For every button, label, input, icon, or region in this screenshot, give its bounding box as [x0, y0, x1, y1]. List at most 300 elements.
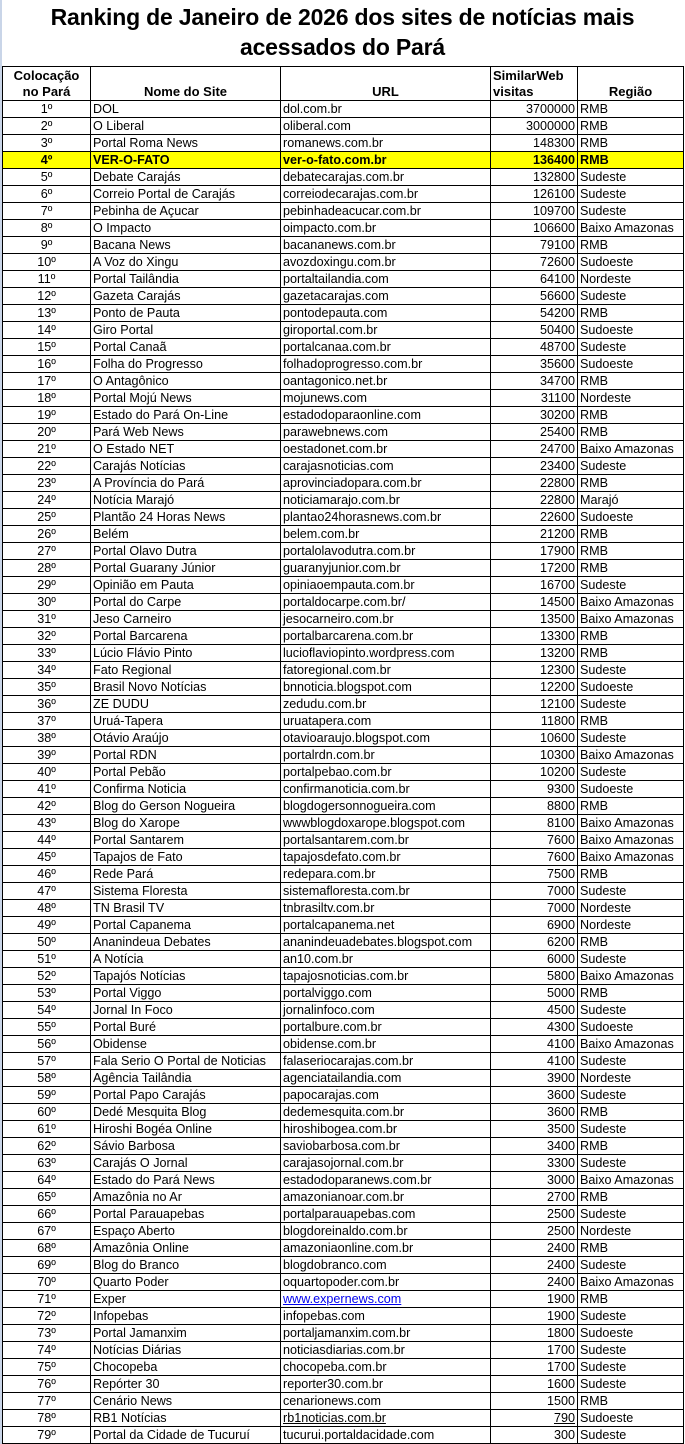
- cell-url: agenciatailandia.com: [281, 1070, 491, 1087]
- cell-site-name: Belém: [91, 526, 281, 543]
- cell-visits: 16700: [491, 577, 578, 594]
- cell-region: RMB: [578, 934, 684, 951]
- table-row: [3, 798, 684, 815]
- cell-rank: 68º: [3, 1240, 91, 1257]
- cell-region: Sudeste: [578, 203, 684, 220]
- cell-site-name: Portal Tailândia: [91, 271, 281, 288]
- cell-site-name: Portal Guarany Júnior: [91, 560, 281, 577]
- cell-region: Baixo Amazonas: [578, 1172, 684, 1189]
- cell-region: RMB: [578, 543, 684, 560]
- cell-url: blogdogersonnogueira.com: [281, 798, 491, 815]
- table-row: [3, 577, 684, 594]
- cell-url: portalrdn.com.br: [281, 747, 491, 764]
- cell-rank: 79º: [3, 1427, 91, 1444]
- cell-url: reporter30.com.br: [281, 1376, 491, 1393]
- cell-visits: 3000000: [491, 118, 578, 135]
- cell-visits: 22800: [491, 475, 578, 492]
- cell-region: Sudeste: [578, 577, 684, 594]
- cell-visits: 2400: [491, 1257, 578, 1274]
- cell-visits: 17200: [491, 560, 578, 577]
- table-row: [3, 1376, 684, 1393]
- cell-url: wwwblogdoxarope.blogspot.com: [281, 815, 491, 832]
- cell-visits: 300: [491, 1427, 578, 1444]
- cell-site-name: A Voz do Xingu: [91, 254, 281, 271]
- cell-url: uruatapera.com: [281, 713, 491, 730]
- cell-site-name: Gazeta Carajás: [91, 288, 281, 305]
- table-row: [3, 1427, 684, 1444]
- cell-url: infopebas.com: [281, 1308, 491, 1325]
- cell-site-name: Amazônia Online: [91, 1240, 281, 1257]
- cell-region: Sudoeste: [578, 679, 684, 696]
- cell-rank: 24º: [3, 492, 91, 509]
- cell-site-name: Ananindeua Debates: [91, 934, 281, 951]
- table-row: [3, 1104, 684, 1121]
- cell-region: Sudeste: [578, 1206, 684, 1223]
- cell-visits: 7600: [491, 849, 578, 866]
- cell-region: RMB: [578, 798, 684, 815]
- cell-visits: 48700: [491, 339, 578, 356]
- cell-visits: 24700: [491, 441, 578, 458]
- cell-visits: 3900: [491, 1070, 578, 1087]
- table-row: [3, 1019, 684, 1036]
- cell-site-name: Pebinha de Açucar: [91, 203, 281, 220]
- cell-rank: 23º: [3, 475, 91, 492]
- cell-url: cenarionews.com: [281, 1393, 491, 1410]
- cell-site-name: Estado do Pará News: [91, 1172, 281, 1189]
- cell-site-name: Portal Pebão: [91, 764, 281, 781]
- table-row: [3, 696, 684, 713]
- cell-rank: 56º: [3, 1036, 91, 1053]
- cell-url: gazetacarajas.com: [281, 288, 491, 305]
- cell-region: Sudeste: [578, 169, 684, 186]
- cell-visits: [491, 1410, 578, 1427]
- cell-rank: 51º: [3, 951, 91, 968]
- cell-rank: 74º: [3, 1342, 91, 1359]
- cell-region: RMB: [578, 560, 684, 577]
- cell-site-name: Tapajós Notícias: [91, 968, 281, 985]
- cell-url: portaljamanxim.com.br: [281, 1325, 491, 1342]
- cell-site-name: Notícia Marajó: [91, 492, 281, 509]
- cell-visits: 1700: [491, 1342, 578, 1359]
- header-row: [3, 67, 684, 101]
- cell-rank: 10º: [3, 254, 91, 271]
- cell-visits: 4100: [491, 1036, 578, 1053]
- cell-region: Sudeste: [578, 662, 684, 679]
- cell-rank: 70º: [3, 1274, 91, 1291]
- table-row: [3, 1053, 684, 1070]
- column-header-url: URL: [281, 67, 491, 101]
- cell-region: RMB: [578, 101, 684, 118]
- cell-site-name: Repórter 30: [91, 1376, 281, 1393]
- cell-visits: 5800: [491, 968, 578, 985]
- table-row: [3, 271, 684, 288]
- cell-url: pontodepauta.com: [281, 305, 491, 322]
- table-row: [3, 186, 684, 203]
- table-row: [3, 254, 684, 271]
- cell-site-name: Giro Portal: [91, 322, 281, 339]
- cell-rank: 41º: [3, 781, 91, 798]
- cell-rank: 33º: [3, 645, 91, 662]
- table-row: [3, 492, 684, 509]
- cell-region: RMB: [578, 1104, 684, 1121]
- cell-site-name: Portal da Cidade de Tucuruí: [91, 1427, 281, 1444]
- cell-url: correiodecarajas.com.br: [281, 186, 491, 203]
- table-row: [3, 1240, 684, 1257]
- cell-region: Sudeste: [578, 1053, 684, 1070]
- cell-visits: 6200: [491, 934, 578, 951]
- cell-rank: 65º: [3, 1189, 91, 1206]
- table-row: [3, 1359, 684, 1376]
- cell-site-name: Correio Portal de Carajás: [91, 186, 281, 203]
- cell-site-name: Tapajos de Fato: [91, 849, 281, 866]
- cell-rank: 29º: [3, 577, 91, 594]
- table-row: [3, 1325, 684, 1342]
- cell-rank: 28º: [3, 560, 91, 577]
- cell-rank: 39º: [3, 747, 91, 764]
- cell-site-name: Infopebas: [91, 1308, 281, 1325]
- cell-visits: 7000: [491, 883, 578, 900]
- cell-rank: 73º: [3, 1325, 91, 1342]
- table-row: [3, 1138, 684, 1155]
- cell-visits: 2400: [491, 1274, 578, 1291]
- cell-visits: 1700: [491, 1359, 578, 1376]
- cell-visits: 22800: [491, 492, 578, 509]
- cell-rank: 9º: [3, 237, 91, 254]
- cell-url: debatecarajas.com.br: [281, 169, 491, 186]
- cell-visits: 3600: [491, 1087, 578, 1104]
- cell-rank: 40º: [3, 764, 91, 781]
- cell-site-name: Portal Parauapebas: [91, 1206, 281, 1223]
- cell-rank: 38º: [3, 730, 91, 747]
- cell-region: Sudoeste: [578, 509, 684, 526]
- table-row: [3, 424, 684, 441]
- cell-region: Nordeste: [578, 917, 684, 934]
- cell-url: romanews.com.br: [281, 135, 491, 152]
- cell-rank: 26º: [3, 526, 91, 543]
- cell-rank: 5º: [3, 169, 91, 186]
- cell-site-name: Debate Carajás: [91, 169, 281, 186]
- cell-url: ver-o-fato.com.br: [281, 152, 491, 169]
- table-row: [3, 747, 684, 764]
- table-row: [3, 849, 684, 866]
- cell-visits: 106600: [491, 220, 578, 237]
- table-row: [3, 118, 684, 135]
- cell-site-name: Portal RDN: [91, 747, 281, 764]
- cell-region: Sudeste: [578, 1002, 684, 1019]
- cell-url: oestadonet.com.br: [281, 441, 491, 458]
- table-row: [3, 781, 684, 798]
- cell-site-name: Quarto Poder: [91, 1274, 281, 1291]
- cell-url: blogdoreinaldo.com.br: [281, 1223, 491, 1240]
- cell-rank: 59º: [3, 1087, 91, 1104]
- table-row: [3, 1155, 684, 1172]
- cell-site-name: Folha do Progresso: [91, 356, 281, 373]
- cell-url: papocarajas.com: [281, 1087, 491, 1104]
- cell-visits: 3700000: [491, 101, 578, 118]
- cell-url: amazoniaonline.com.br: [281, 1240, 491, 1257]
- cell-region: Baixo Amazonas: [578, 968, 684, 985]
- cell-visits: 1800: [491, 1325, 578, 1342]
- table-row: [3, 560, 684, 577]
- cell-visits: 64100: [491, 271, 578, 288]
- cell-visits: 6900: [491, 917, 578, 934]
- cell-site-name: Blog do Branco: [91, 1257, 281, 1274]
- cell-site-name: Portal Mojú News: [91, 390, 281, 407]
- cell-visits: 126100: [491, 186, 578, 203]
- cell-region: Sudeste: [578, 1359, 684, 1376]
- cell-rank: 25º: [3, 509, 91, 526]
- cell-url: [281, 1291, 491, 1308]
- cell-visits: 9300: [491, 781, 578, 798]
- cell-rank: 8º: [3, 220, 91, 237]
- cell-site-name: Carajás O Jornal: [91, 1155, 281, 1172]
- cell-site-name: Portal Capanema: [91, 917, 281, 934]
- cell-url: chocopeba.com.br: [281, 1359, 491, 1376]
- table-row: [3, 985, 684, 1002]
- table-row: [3, 458, 684, 475]
- cell-rank: 64º: [3, 1172, 91, 1189]
- cell-url: portalpebao.com.br: [281, 764, 491, 781]
- table-row: [3, 866, 684, 883]
- cell-rank: 58º: [3, 1070, 91, 1087]
- cell-region: RMB: [578, 407, 684, 424]
- cell-site-name: Confirma Noticia: [91, 781, 281, 798]
- cell-visits: 136400: [491, 152, 578, 169]
- cell-rank: 48º: [3, 900, 91, 917]
- cell-url: dol.com.br: [281, 101, 491, 118]
- cell-site-name: O Estado NET: [91, 441, 281, 458]
- cell-visits: 21200: [491, 526, 578, 543]
- cell-rank: 45º: [3, 849, 91, 866]
- cell-url: bnnoticia.blogspot.com: [281, 679, 491, 696]
- cell-rank: 3º: [3, 135, 91, 152]
- cell-visits: 12300: [491, 662, 578, 679]
- cell-site-name: Fato Regional: [91, 662, 281, 679]
- cell-site-name: A Província do Pará: [91, 475, 281, 492]
- cell-region: Baixo Amazonas: [578, 220, 684, 237]
- cell-visits: 132800: [491, 169, 578, 186]
- cell-rank: 52º: [3, 968, 91, 985]
- cell-site-name: VER-O-FATO: [91, 152, 281, 169]
- table-row-highlighted: [3, 152, 684, 169]
- cell-url: hiroshibogea.com.br: [281, 1121, 491, 1138]
- cell-visits: 3500: [491, 1121, 578, 1138]
- table-row: [3, 1172, 684, 1189]
- cell-rank: 14º: [3, 322, 91, 339]
- cell-url: folhadoprogresso.com.br: [281, 356, 491, 373]
- cell-region: RMB: [578, 526, 684, 543]
- cell-visits: 30200: [491, 407, 578, 424]
- table-row: [3, 373, 684, 390]
- cell-site-name: Portal Buré: [91, 1019, 281, 1036]
- cell-visits: 13200: [491, 645, 578, 662]
- cell-site-name: Pará Web News: [91, 424, 281, 441]
- cell-visits: 8800: [491, 798, 578, 815]
- cell-url: tapajosdefato.com.br: [281, 849, 491, 866]
- cell-visits: 23400: [491, 458, 578, 475]
- table-row: [3, 390, 684, 407]
- cell-url: obidense.com.br: [281, 1036, 491, 1053]
- cell-site-name: Hiroshi Bogéa Online: [91, 1121, 281, 1138]
- cell-site-name: Opinião em Pauta: [91, 577, 281, 594]
- cell-rank: 61º: [3, 1121, 91, 1138]
- cell-url: oliberal.com: [281, 118, 491, 135]
- table-row: [3, 526, 684, 543]
- cell-site-name: Portal Canaã: [91, 339, 281, 356]
- cell-rank: 66º: [3, 1206, 91, 1223]
- cell-site-name: Jornal In Foco: [91, 1002, 281, 1019]
- cell-region: Sudeste: [578, 288, 684, 305]
- cell-site-name: Jeso Carneiro: [91, 611, 281, 628]
- cell-visits: 7500: [491, 866, 578, 883]
- cell-url: saviobarbosa.com.br: [281, 1138, 491, 1155]
- cell-region: Sudeste: [578, 1121, 684, 1138]
- cell-rank: 53º: [3, 985, 91, 1002]
- cell-visits: 17900: [491, 543, 578, 560]
- cell-region: Sudeste: [578, 1308, 684, 1325]
- cell-region: Baixo Amazonas: [578, 1036, 684, 1053]
- cell-url: bacananews.com.br: [281, 237, 491, 254]
- cell-url: portaltailandia.com: [281, 271, 491, 288]
- cell-rank: 54º: [3, 1002, 91, 1019]
- cell-rank: 75º: [3, 1359, 91, 1376]
- cell-region: Nordeste: [578, 1070, 684, 1087]
- cell-region: Sudoeste: [578, 356, 684, 373]
- cell-url: pebinhadeacucar.com.br: [281, 203, 491, 220]
- cell-url: blogdobranco.com: [281, 1257, 491, 1274]
- cell-url: portalparauapebas.com: [281, 1206, 491, 1223]
- cell-visits: 12100: [491, 696, 578, 713]
- cell-site-name: Chocopeba: [91, 1359, 281, 1376]
- cell-rank: 69º: [3, 1257, 91, 1274]
- cell-rank: 12º: [3, 288, 91, 305]
- cell-url: estadodoparanews.com.br: [281, 1172, 491, 1189]
- cell-site-name: TN Brasil TV: [91, 900, 281, 917]
- cell-region: Sudoeste: [578, 1410, 684, 1427]
- table-row: [3, 1121, 684, 1138]
- cell-url: avozdoxingu.com.br: [281, 254, 491, 271]
- cell-url: confirmanoticia.com.br: [281, 781, 491, 798]
- cell-visits: 13500: [491, 611, 578, 628]
- table-row: [3, 628, 684, 645]
- cell-site-name: Plantão 24 Horas News: [91, 509, 281, 526]
- cell-region: RMB: [578, 475, 684, 492]
- cell-rank: 4º: [3, 152, 91, 169]
- cell-url: jornalinfoco.com: [281, 1002, 491, 1019]
- cell-site-name: ZE DUDU: [91, 696, 281, 713]
- site-url-link[interactable]: www.expernews.com: [283, 1292, 402, 1306]
- cell-site-name: Brasil Novo Notícias: [91, 679, 281, 696]
- cell-site-name: Bacana News: [91, 237, 281, 254]
- cell-site-name: Sávio Barbosa: [91, 1138, 281, 1155]
- cell-site-name: Uruá-Tapera: [91, 713, 281, 730]
- cell-region: RMB: [578, 1393, 684, 1410]
- cell-rank: 18º: [3, 390, 91, 407]
- cell-visits: 2400: [491, 1240, 578, 1257]
- cell-url: lucioflaviopinto.wordpress.com: [281, 645, 491, 662]
- cell-region: RMB: [578, 1138, 684, 1155]
- cell-site-name: Agência Tailândia: [91, 1070, 281, 1087]
- cell-url: sistemafloresta.com.br: [281, 883, 491, 900]
- cell-region: Sudoeste: [578, 781, 684, 798]
- table-row: [3, 900, 684, 917]
- cell-url: dedemesquita.com.br: [281, 1104, 491, 1121]
- table-row: [3, 220, 684, 237]
- cell-site-name: Dedé Mesquita Blog: [91, 1104, 281, 1121]
- cell-visits: 25400: [491, 424, 578, 441]
- cell-visits: 3400: [491, 1138, 578, 1155]
- cell-url: noticiamarajo.com.br: [281, 492, 491, 509]
- cell-rank: 6º: [3, 186, 91, 203]
- table-row: [3, 339, 684, 356]
- cell-region: Sudeste: [578, 458, 684, 475]
- cell-url: opiniaoempauta.com.br: [281, 577, 491, 594]
- cell-url: portalbure.com.br: [281, 1019, 491, 1036]
- cell-visits: 2500: [491, 1206, 578, 1223]
- cell-url: aprovinciadopara.com.br: [281, 475, 491, 492]
- cell-visits: 1500: [491, 1393, 578, 1410]
- cell-url: parawebnews.com: [281, 424, 491, 441]
- cell-region: Sudoeste: [578, 254, 684, 271]
- cell-region: Baixo Amazonas: [578, 849, 684, 866]
- cell-url: carajasnoticias.com: [281, 458, 491, 475]
- cell-rank: 60º: [3, 1104, 91, 1121]
- cell-site-name: Portal Roma News: [91, 135, 281, 152]
- table-row: [3, 1308, 684, 1325]
- cell-site-name: Notícias Diárias: [91, 1342, 281, 1359]
- cell-visits: 1900: [491, 1308, 578, 1325]
- cell-rank: 35º: [3, 679, 91, 696]
- cell-visits: 3300: [491, 1155, 578, 1172]
- cell-url: portalbarcarena.com.br: [281, 628, 491, 645]
- cell-visits: 10300: [491, 747, 578, 764]
- cell-region: RMB: [578, 237, 684, 254]
- cell-region: RMB: [578, 1240, 684, 1257]
- cell-rank: 7º: [3, 203, 91, 220]
- cell-site-name: DOL: [91, 101, 281, 118]
- cell-visits: 50400: [491, 322, 578, 339]
- cell-url: portalolavodutra.com.br: [281, 543, 491, 560]
- cell-site-name: Otávio Araújo: [91, 730, 281, 747]
- cell-rank: 67º: [3, 1223, 91, 1240]
- cell-rank: 47º: [3, 883, 91, 900]
- cell-url: otavioaraujo.blogspot.com: [281, 730, 491, 747]
- cell-url: giroportal.com.br: [281, 322, 491, 339]
- cell-rank: 55º: [3, 1019, 91, 1036]
- table-row: [3, 1291, 684, 1308]
- cell-region: Sudeste: [578, 339, 684, 356]
- table-row: [3, 1189, 684, 1206]
- column-header-region: Região: [578, 67, 684, 101]
- cell-site-name: Ponto de Pauta: [91, 305, 281, 322]
- cell-region: Baixo Amazonas: [578, 611, 684, 628]
- cell-site-name: Fala Serio O Portal de Noticias: [91, 1053, 281, 1070]
- cell-url: guaranyjunior.com.br: [281, 560, 491, 577]
- cell-region: Sudeste: [578, 1155, 684, 1172]
- cell-visits: 34700: [491, 373, 578, 390]
- cell-rank: 1º: [3, 101, 91, 118]
- cell-url: estadodoparaonline.com: [281, 407, 491, 424]
- cell-region: Marajó: [578, 492, 684, 509]
- cell-visits: 10200: [491, 764, 578, 781]
- cell-url: belem.com.br: [281, 526, 491, 543]
- column-header-visits: SimilarWeb visitas: [491, 67, 578, 101]
- table-row: [3, 169, 684, 186]
- cell-region: Sudeste: [578, 951, 684, 968]
- cell-visits: 4100: [491, 1053, 578, 1070]
- cell-site-name: RB1 Notícias: [91, 1410, 281, 1427]
- cell-site-name: Exper: [91, 1291, 281, 1308]
